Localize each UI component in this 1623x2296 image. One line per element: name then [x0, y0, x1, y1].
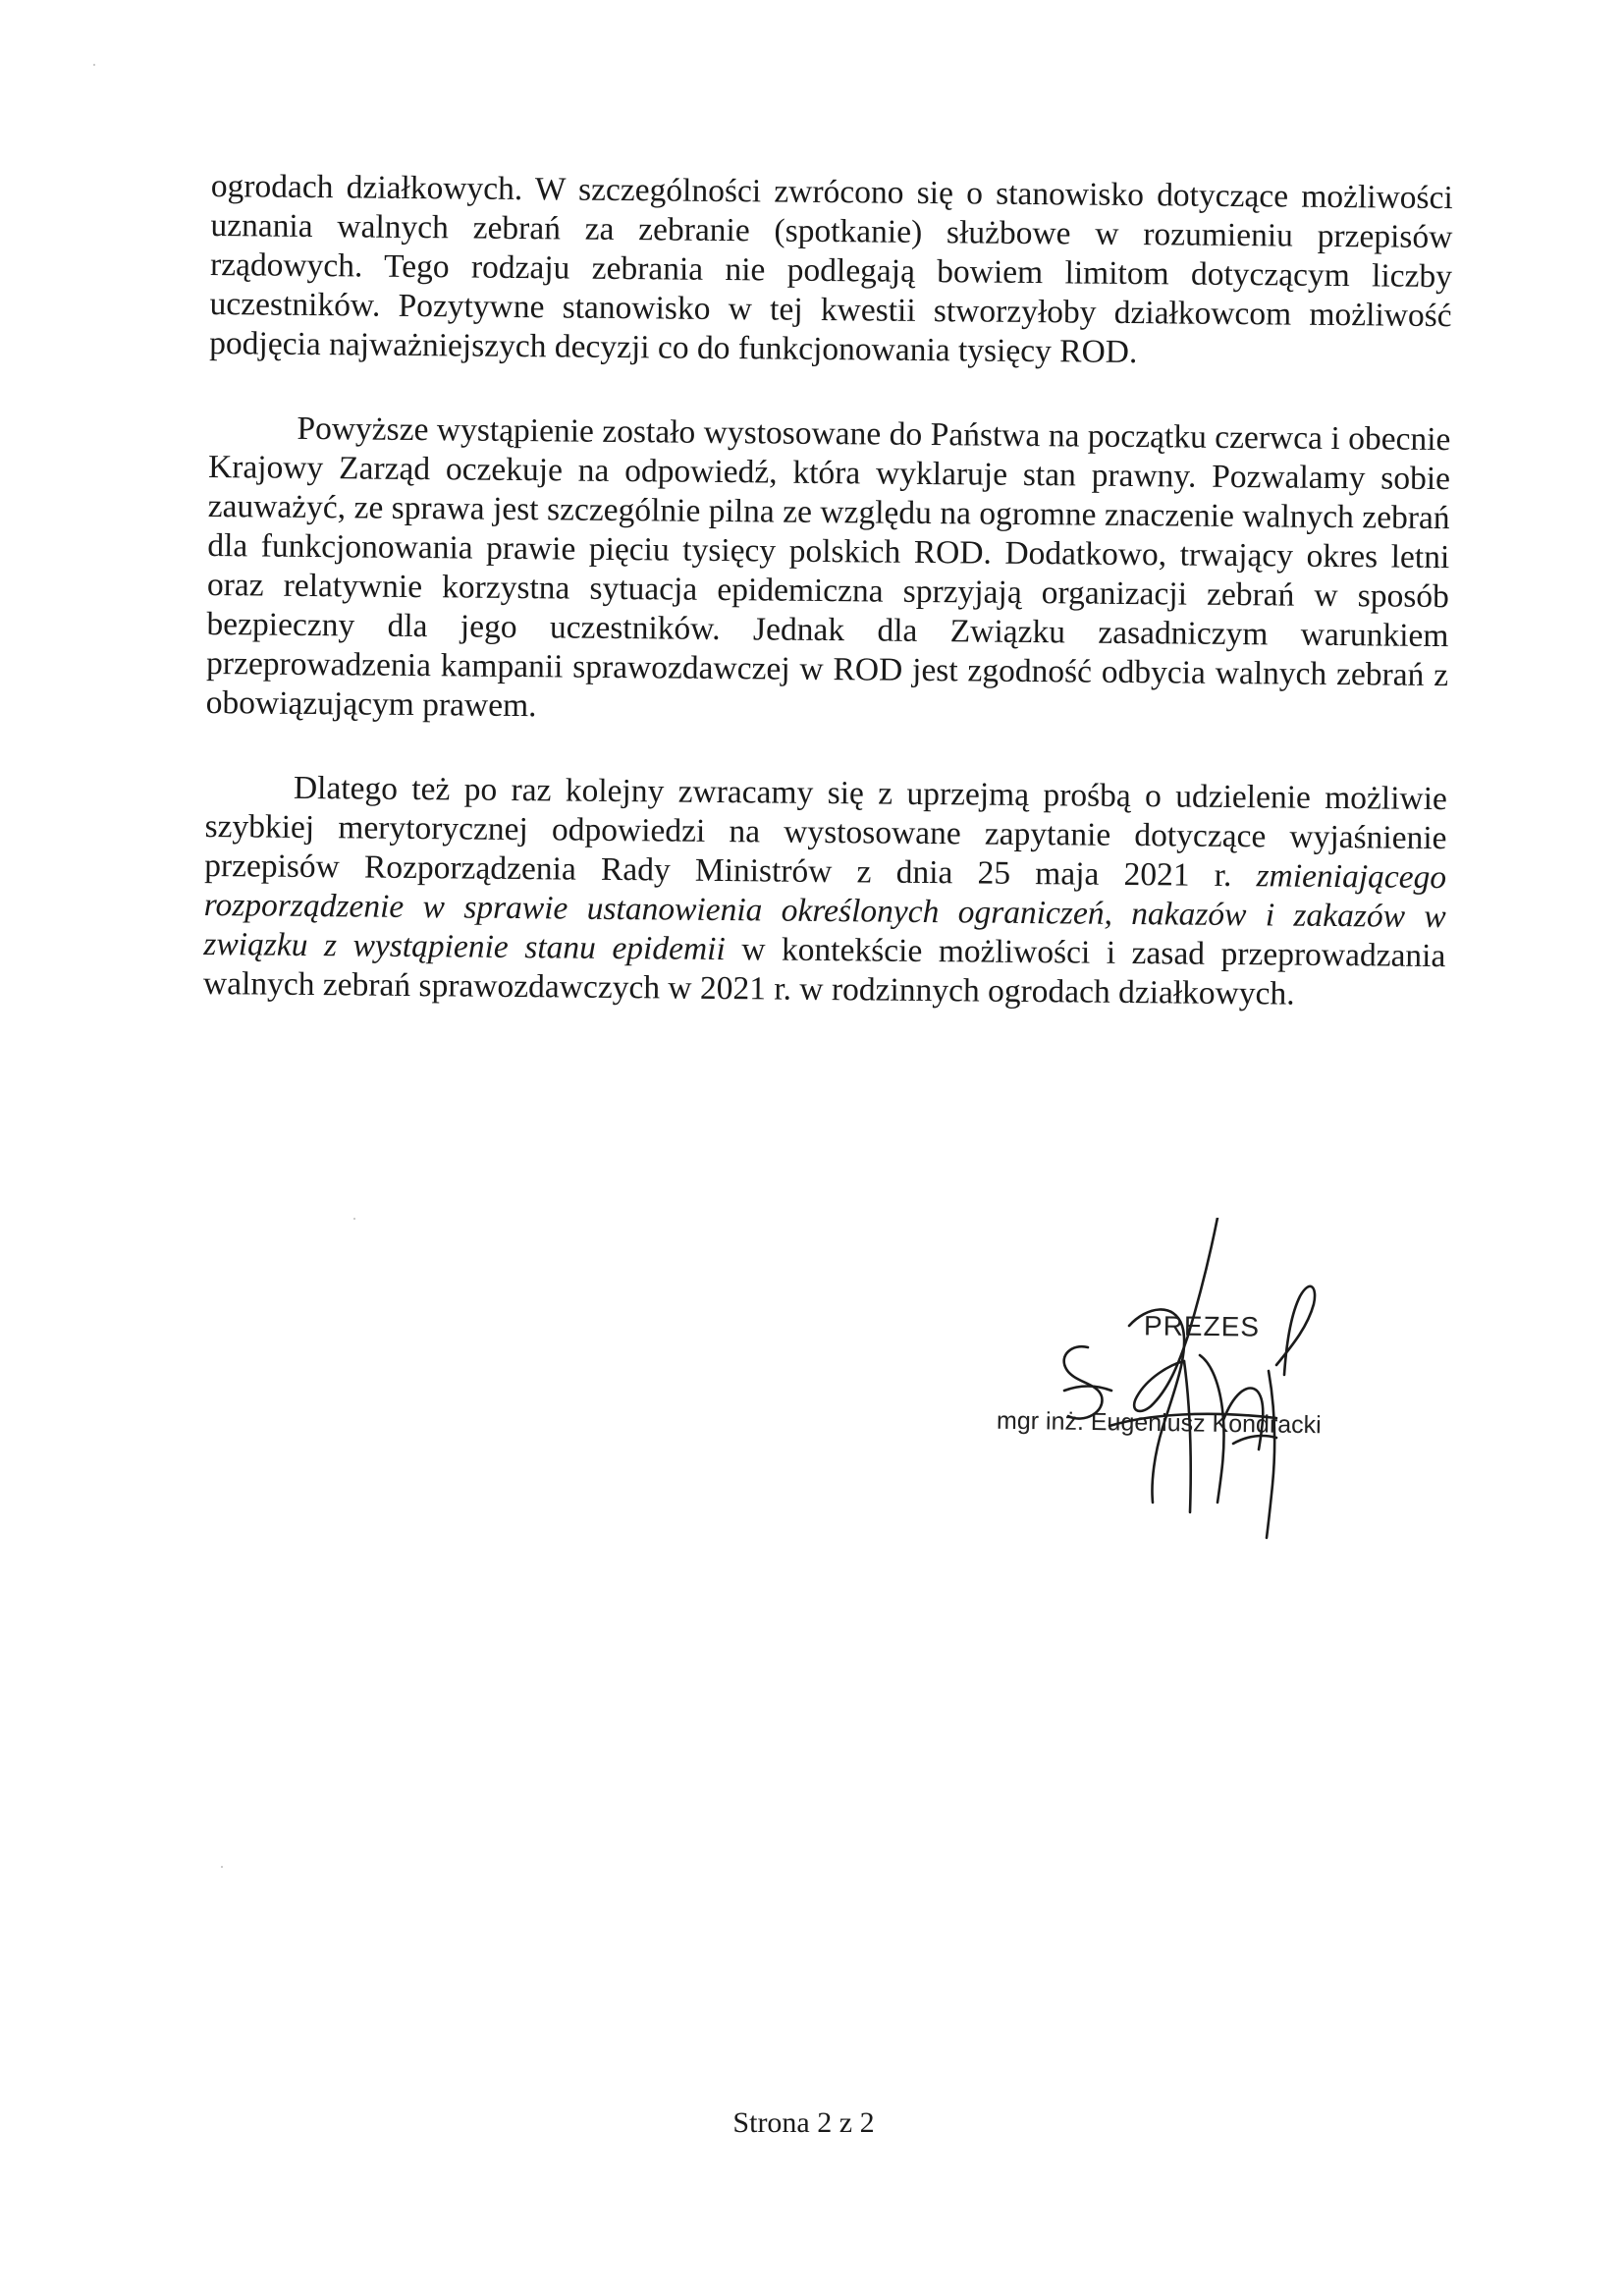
- paragraph-2: [206, 409, 1451, 735]
- scan-speck: [221, 1866, 223, 1868]
- scan-speck: [93, 64, 95, 66]
- handwritten-signature: [982, 1218, 1394, 1571]
- paragraph-1: [209, 167, 1453, 375]
- paragraph-1-text: ogrodach działkowych. W szczególności zwrócono się o stanowisko dotyczące możliwości uznania walnych zebrań za zebranie (spotkanie) służbowe w rozumieniu przepisów rządowych. Tego rodzaju zebrania nie podlegają bowiem limitom dotyczącym liczby uczestników. Pozytywne stanowisko w tej kwestii stworzyłoby działkowcom możliwość podjęcia najważniejszych decyzji co do funkcjonowania tysięcy ROD.: [209, 167, 1453, 371]
- scan-speck: [353, 1218, 355, 1220]
- signature-block: [982, 1218, 1394, 1571]
- letter-body: [202, 167, 1453, 1061]
- page-footer: [0, 2106, 1623, 2140]
- page-number: Strona 2 z 2: [732, 2106, 875, 2139]
- paragraph-2-text: Powyższe wystąpienie zostało wystosowane do Państwa na początku czerwca i obecnie Krajowy Zarząd oczekuje na odpowiedź, która wyklaruje stan prawny. Pozwalamy sobie zauważyć, ze sprawa jest szczególnie pilna ze względu na ogromne znaczenie walnych zebrań dla funkcjonowania prawie pięciu tysięcy polskich ROD. Dodatkowo, trwający okres letni oraz relatywnie korzystna sytuacja epidemiczna sprzyjają organizacji zebrań w sposób bezpieczny dla jego uczestników. Jednak dla Związku zasadniczym warunkiem przeprowadzenia kampanii sprawozdawczej w ROD jest zgodność odbycia walnych zebrań z obowiązującym prawem.: [205, 410, 1451, 725]
- paragraph-3: [203, 768, 1447, 1015]
- paragraph-3-italic-title: zmieniającego rozporządzenie w sprawie ustanowienia określonych ograniczeń, nakazów i zakazów w związku z wystąpienie stanu epidemii: [203, 857, 1447, 968]
- stamp-title: PREZES: [1143, 1310, 1261, 1342]
- stamp-name: mgr inż. Eugeniusz Kondracki: [996, 1406, 1322, 1440]
- paragraph-3-text-a: Dlatego też po raz kolejny zwracamy się z uprzejmą prośbą o udzielenie możliwie szybkiej merytorycznej odpowiedzi na wystosowane zapytanie dotyczące wyjaśnienie przepisów Rozporządzenia Rady Ministrów z dnia 25 maja 2021 r.: [203, 769, 1448, 895]
- paragraph-3-text-b: w kontekście możliwości i zasad przeprowadzania walnych zebrań sprawozdawczych w 2021 r. w rodzinnych ogrodach działkowych.: [202, 931, 1446, 1012]
